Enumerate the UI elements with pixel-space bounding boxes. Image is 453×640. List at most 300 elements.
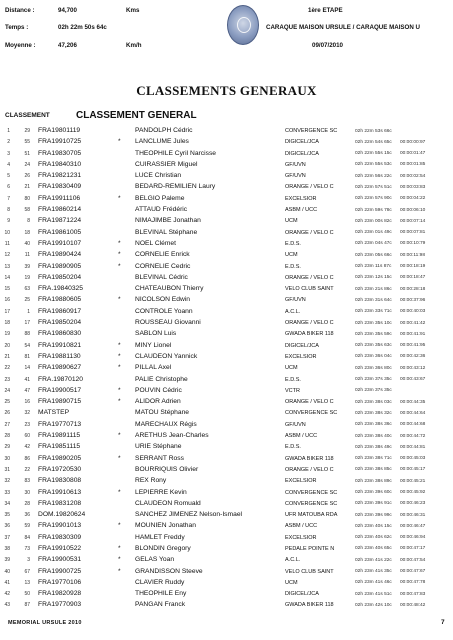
gap-cell: 00:00:01:85 [400,162,426,168]
junior-marker-cell: * [118,194,121,202]
race-date: 09/07/2010 [312,42,343,49]
rider-name-cell: BEDARD-REMILIEN Laury [135,183,216,191]
club-cell: CONVERGENCE SC [285,500,338,507]
position-cell: 36 [4,523,10,530]
table-row [0,295,453,306]
gap-cell: 00:00:46:47 [400,523,426,529]
etape-label: 1ère ETAPE [308,7,343,14]
junior-marker-cell: * [118,567,121,575]
gap-cell: 00:00:47:67 [400,569,426,575]
table-row [0,239,453,250]
bib-number-cell: 22 [24,466,30,473]
position-cell: 13 [4,263,10,270]
gap-cell: 00:00:07:14 [400,218,426,224]
rider-name-cell: SABLON Luis [135,330,177,338]
club-cell: EXCELSIOR [285,353,317,360]
position-cell: 12 [4,252,10,259]
club-cell: CONVERGENCE SC [285,410,338,417]
position-cell: 2 [7,139,10,146]
junior-marker-cell: * [118,488,121,496]
club-cell: ORANGE / VELO C [285,274,334,281]
bib-number-cell: 29 [24,128,30,134]
bib-number-cell: 60 [24,433,30,440]
rider-name-cell: THEOPHILE Cyril Narcisse [135,149,217,157]
club-cell: ORANGE / VELO C [285,320,334,327]
licence-cell: FRA19850204 [38,273,82,281]
position-cell: 18 [4,320,10,327]
time-cell: 02h 23m 41s 46c [355,580,392,586]
gap-cell: 00:00:44:64 [400,410,426,416]
position-cell: 30 [4,455,10,462]
bib-number-cell: 80 [24,195,30,202]
junior-marker-cell: * [118,386,121,394]
table-row [0,521,453,532]
club-cell: ORANGE / VELO C [285,399,334,406]
table-row [0,149,453,160]
position-cell: 40 [4,568,10,575]
bib-number-cell: 8 [27,218,30,225]
table-row [0,137,453,148]
licence-cell: FRA19830808 [38,477,82,485]
position-cell: 24 [4,387,10,394]
rider-name-cell: CORNELIE Enrick [135,251,190,259]
bib-number-cell: 50 [24,591,30,598]
position-cell: 10 [4,229,10,236]
gap-cell: 00:00:42:36 [400,354,426,360]
licence-cell: FRA19770713 [38,420,82,428]
position-cell: 1 [7,128,10,134]
junior-marker-cell: * [118,364,121,372]
licence-cell: FRA19890905 [38,262,82,270]
bib-number-cell: 36 [24,512,30,519]
position-cell: 21 [4,353,10,360]
gap-cell: 00:00:07:81 [400,230,426,236]
position-cell: 11 [4,240,10,247]
time-cell: 02h 23m 36s 04c [355,354,392,360]
rider-name-cell: NICOLSON Edwin [135,296,191,304]
bib-number-cell: 47 [24,387,30,394]
club-cell: DIGICEL/JCA [285,591,319,598]
licence-cell: FRA19911106 [38,194,81,202]
gap-cell: 00:00:45:21 [400,478,426,484]
club-cell: UCM [285,579,298,586]
gap-cell: 00:00:01:47 [400,151,426,157]
licence-cell: MATSTEP [38,409,70,417]
junior-marker-cell: * [118,522,121,530]
time-cell: 02h 23m 40s 15c [355,523,392,529]
table-row [0,386,453,397]
position-cell: 29 [4,444,10,451]
race-name: CARAQUE MAISON URSULE / CARAQUE MAISON U [266,24,421,31]
position-cell: 7 [7,195,10,202]
rider-name-cell: LUCE Christian [135,172,182,180]
licence-cell: FRA19900531 [38,556,82,564]
table-row [0,205,453,216]
bib-number-cell: 86 [24,455,30,462]
gap-cell: 00:00:28:18 [400,286,426,292]
rider-name-cell: NOEL Clémet [135,239,177,247]
time-cell: 02h 22m 55s 15c [355,151,392,157]
bib-number-cell: 18 [24,229,30,236]
position-cell: 25 [4,399,10,406]
bib-number-cell: 3 [27,557,30,564]
club-cell: UCM [285,218,298,225]
time-cell: 02h 23m 35s 59c [355,331,392,337]
gap-cell: 00:00:41:91 [400,331,426,337]
time-cell: 02h 22m 57s 51c [355,184,392,190]
gap-cell: 00:00:47:83 [400,591,426,597]
rider-name-cell: REX Rony [135,477,167,485]
bib-number-cell: 84 [24,534,30,541]
bib-number-cell: 59 [24,523,30,530]
rider-name-cell: CLAVIER Ruddy [135,578,185,586]
table-row [0,454,453,465]
time-cell: 02h 23m 41s 22c [355,557,392,563]
club-cell: ASBM / UCC [285,523,318,530]
gap-cell: 00:00:43:67 [400,377,426,383]
position-cell: 39 [4,557,10,564]
rider-name-cell: NIMAJIMBE Jonathan [135,217,201,225]
rider-name-cell: THEOPHILE Eny [135,590,187,598]
junior-marker-cell: * [118,262,121,270]
club-cell: GWADA BIKER 118 [285,331,334,338]
time-cell: 02h 23m 36s 80c [355,365,392,371]
time-cell: 02h 23m 33s 71c [355,309,392,315]
rider-name-cell: PANDOLPH Cédric [135,127,193,134]
gap-cell: 00:00:47:78 [400,580,426,586]
table-row [0,533,453,544]
bib-number-cell: 88 [24,331,30,338]
licence-cell: FRA19871224 [38,217,82,225]
club-cell: A.C.L. [285,557,301,564]
rider-name-cell: SERRANT Ross [135,454,184,462]
junior-marker-cell: * [118,138,121,146]
rider-name-cell: POUVIN Cédric [135,386,182,394]
club-cell: DIGICEL/JCA [285,150,319,157]
club-cell: UCM [285,365,298,372]
distance-unit: Kms [126,7,140,14]
rider-name-cell: BLEVINAL Stéphane [135,228,198,236]
gap-cell: 00:00:02:54 [400,173,426,179]
club-cell: E.D.S. [285,444,301,451]
club-cell: VCTR [285,387,300,394]
junior-marker-cell: * [118,296,121,304]
licence-cell: FRA19900725 [38,567,82,575]
time-cell: 02h 23m 38s 89c [355,478,392,484]
rider-name-cell: GELAS Yoan [135,556,175,564]
table-row [0,510,453,521]
moyenne-value: 47,206 [58,42,77,49]
rider-name-cell: MINY Lionel [135,341,172,349]
licence-cell: FRA19910725 [38,138,82,146]
bib-number-cell: 87 [24,602,30,609]
position-cell: 4 [7,161,10,168]
bib-number-cell: 16 [24,399,30,406]
section-label: CLASSEMENT [5,112,50,119]
time-cell: 02h 23m 04s 47c [355,241,392,247]
club-cell: ORANGE / VELO C [285,184,334,191]
page-number: 7 [441,619,445,626]
gap-cell: 00:00:46:94 [400,535,426,541]
time-cell: 02h 23m 41s 35c [355,569,392,575]
time-cell: 02h 23m 38s 85c [355,467,392,473]
section-title: CLASSEMENT GENERAL [76,110,197,121]
gap-cell: 00:00:37:96 [400,297,426,303]
time-cell: 02h 23m 39s 91c [355,501,392,507]
club-cell: E.D.S. [285,240,301,247]
time-cell: 02h 23m 00s 82c [355,218,392,224]
licence-cell: FRA19861005 [38,228,82,236]
time-cell: 02h 23m 38s 03c [355,399,392,405]
licence-cell: FRA19860917 [38,307,82,315]
bib-number-cell: 14 [24,365,30,372]
licence-cell: FRA19831208 [38,499,82,507]
bib-number-cell: 23 [24,421,30,428]
position-cell: 35 [4,512,10,519]
club-cell: CONVERGENCE SC [285,128,338,134]
time-cell: 02h 23m 01s 49c [355,230,392,236]
time-cell: 02h 23m 31s 64c [355,297,392,303]
table-row [0,431,453,442]
rider-name-cell: BLEVINAL Cédric [135,273,188,281]
licence-cell: FRA19770903 [38,601,82,609]
rider-name-cell: GRANDISSON Steeve [135,567,203,575]
time-cell: 02h 23m 38s 36c [355,422,392,428]
licence-cell: FRA19830409 [38,183,82,191]
time-cell: 02h 23m 38s 71c [355,456,392,462]
gap-cell: 00:00:48:42 [400,602,426,608]
bib-number-cell: 28 [24,500,30,507]
moyenne-label: Moyenne : [5,42,36,49]
rider-name-cell: MARECHAUX Régis [135,420,197,428]
position-cell: 5 [7,173,10,180]
time-cell: 02h 23m 41s 51c [355,591,392,597]
table-row [0,408,453,419]
bib-number-cell: 73 [24,545,30,552]
position-cell: 14 [4,274,10,281]
distance-label: Distance : [5,7,35,14]
position-cell: 22 [4,365,10,372]
rider-name-cell: URIE Stéphane [135,443,182,451]
table-row [0,555,453,566]
licence-cell: FRA19880605 [38,296,82,304]
licence-cell: FRA19890627 [38,364,82,372]
licence-cell: FRA19840310 [38,160,82,168]
table-row [0,442,453,453]
position-cell: 8 [7,207,10,214]
club-cell: ASBM / UCC [285,433,318,440]
gap-cell: 00:00:06:10 [400,207,426,213]
club-cell: ORANGE / VELO C [285,229,334,236]
position-cell: 43 [4,602,10,609]
moyenne-unit: Km/h [126,42,142,49]
rider-name-cell: ROUSSEAU Giovanni [135,319,201,327]
club-cell: UFR MATOUBA RDA [285,512,338,519]
bib-number-cell: 25 [24,297,30,304]
licence-cell: FRA19890424 [38,251,82,259]
junior-marker-cell: * [118,454,121,462]
time-cell: 02h 22m 56s 22c [355,173,392,179]
club-cell: E.D.S. [285,376,301,383]
time-cell: 02h 23m 11s 87c [355,264,392,270]
club-cell: E.D.S. [285,263,301,270]
table-row [0,194,453,205]
rider-name-cell: CHATEAUBON Thierry [135,285,204,293]
bib-number-cell: 39 [24,263,30,270]
position-cell: 26 [4,410,10,417]
time-cell: 02h 23m 05s 66c [355,252,392,258]
bib-number-cell: 30 [24,489,30,496]
bib-number-cell: 81 [24,353,30,360]
position-cell: 3 [7,150,10,157]
table-row [0,567,453,578]
club-cell: EXCELSIOR [285,534,317,541]
gap-cell: 00:00:40:03 [400,309,426,315]
time-cell: 02h 22m 59s 78c [355,207,392,213]
position-cell: 32 [4,478,10,485]
licence-cell: FRA19910613 [38,488,82,496]
position-cell: 16 [4,297,10,304]
club-cell: UCM [285,252,298,259]
licence-cell: FRA19891115 [38,432,81,440]
gap-cell: 00:00:11:98 [400,252,425,258]
time-cell: 02h 23m 21s 86c [355,286,392,292]
gap-cell: 00:00:10:79 [400,241,426,247]
bib-number-cell: 54 [24,342,30,349]
gap-cell: 00:00:00:97 [400,139,426,145]
position-cell: 37 [4,534,10,541]
club-cell: GF/UVN [285,161,306,168]
table-row [0,341,453,352]
time-cell: 02h 23m 35s 10c [355,320,392,326]
table-row [0,284,453,295]
junior-marker-cell: * [118,239,121,247]
gap-cell: 00:00:18:19 [400,264,426,270]
time-cell: 02h 23m 37s 35c [355,377,392,383]
club-cell: GF/UVN [285,421,306,428]
position-cell: 31 [4,466,10,473]
licence-cell: FRA19860830 [38,330,82,338]
time-cell: 02h 23m 42s 10c [355,602,392,608]
table-row [0,465,453,476]
junior-marker-cell: * [118,341,121,349]
club-cell: GF/UVN [285,297,306,304]
table-row [0,262,453,273]
footer-text: MEMORIAL URSULE 2010 [8,620,82,626]
licence-cell: FRA19830705 [38,149,82,157]
licence-cell: FRA19890715 [38,398,82,406]
table-row [0,318,453,329]
bib-number-cell: 21 [24,184,30,191]
rider-name-cell: PILLAL Axel [135,364,172,372]
gap-cell: 00:00:46:23 [400,501,426,507]
bib-number-cell: 83 [24,478,30,485]
rider-name-cell: CONTROLE Yoann [135,307,193,315]
gap-cell: 00:00:44:35 [400,399,426,405]
table-row [0,228,453,239]
bib-number-cell: 67 [24,568,30,575]
licence-cell: FRA19881130 [38,352,81,360]
club-cell: GF/UVN [285,173,306,180]
time-cell: 02h 23m 38s 32c [355,410,392,416]
junior-marker-cell: * [118,544,121,552]
position-cell: 9 [7,218,10,225]
junior-marker-cell: * [118,352,121,360]
table-row [0,352,453,363]
club-cell: DIGICEL/JCA [285,342,319,349]
table-row [0,171,453,182]
licence-cell: FRA19860214 [38,206,82,214]
licence-cell: FRA19821231 [38,172,82,180]
time-cell: 02h 22m 57s 90c [355,196,392,202]
table-row [0,420,453,431]
time-cell: 02h 23m 12s 15c [355,275,392,281]
club-cell: EXCELSIOR [285,195,317,202]
rider-name-cell: LANCLUME Jules [135,138,189,146]
club-cell: VELO CLUB SAINT [285,568,334,575]
time-cell: 02h 23m 37s 35c [355,388,392,394]
bib-number-cell: 13 [24,579,30,586]
position-cell: 19 [4,331,10,338]
gap-cell: 00:00:45:03 [400,456,426,462]
licence-cell: FRA.19840325 [38,285,83,293]
gap-cell: 00:00:41:42 [400,320,426,326]
position-cell: 15 [4,286,10,293]
bib-number-cell: 1 [27,308,30,315]
table-row [0,216,453,227]
junior-marker-cell: * [118,556,121,564]
table-row [0,375,453,386]
time-cell: 02h 23m 39s 60c [355,490,392,495]
gap-cell: 00:00:18:47 [400,275,426,281]
table-row [0,329,453,340]
bib-number-cell: 55 [24,139,30,146]
gap-cell: 00:00:04:22 [400,196,426,202]
junior-marker-cell: * [118,398,121,406]
rider-name-cell: PANGAN Franck [135,601,186,609]
table-row [0,476,453,487]
rider-name-cell: CLAUDEON Yannick [135,352,198,360]
results-table [0,126,453,612]
licence-cell: FRA19850204 [38,319,82,327]
table-row [0,126,453,137]
club-cell: GWADA BIKER 118 [285,455,334,462]
position-cell: 42 [4,591,10,598]
rider-name-cell: SANCHEZ JIMENEZ Nelson-Ismael [135,511,243,519]
bib-number-cell: 32 [24,410,30,417]
gap-cell: 00:00:41:95 [400,343,426,349]
bib-number-cell: 41 [24,376,30,383]
table-row [0,600,453,611]
club-cell: DIGICEL/JCA [285,139,319,146]
position-cell: 6 [7,184,10,191]
bib-number-cell: 51 [24,150,30,157]
licence-cell: FRA19830309 [38,533,82,541]
licence-cell: FRA19910821 [38,341,82,349]
position-cell: 33 [4,489,10,496]
rider-name-cell: BOURRIQUIS Olivier [135,465,199,473]
rider-name-cell: LEPIERRE Kevin [135,488,187,496]
page-title: CLASSEMENTS GENERAUX [136,83,317,98]
licence-cell: FRA19820928 [38,590,82,598]
time-cell: 02h 23m 40s 62c [355,535,392,541]
rider-name-cell: CORNELIE Cedric [135,262,191,270]
club-cell: EXCELSIOR [285,478,317,485]
bib-number-cell: 63 [24,286,30,293]
junior-marker-cell: * [118,432,121,440]
rider-name-cell: CLAUDEON Romuald [135,499,201,507]
licence-cell: FRA19770106 [38,578,82,586]
